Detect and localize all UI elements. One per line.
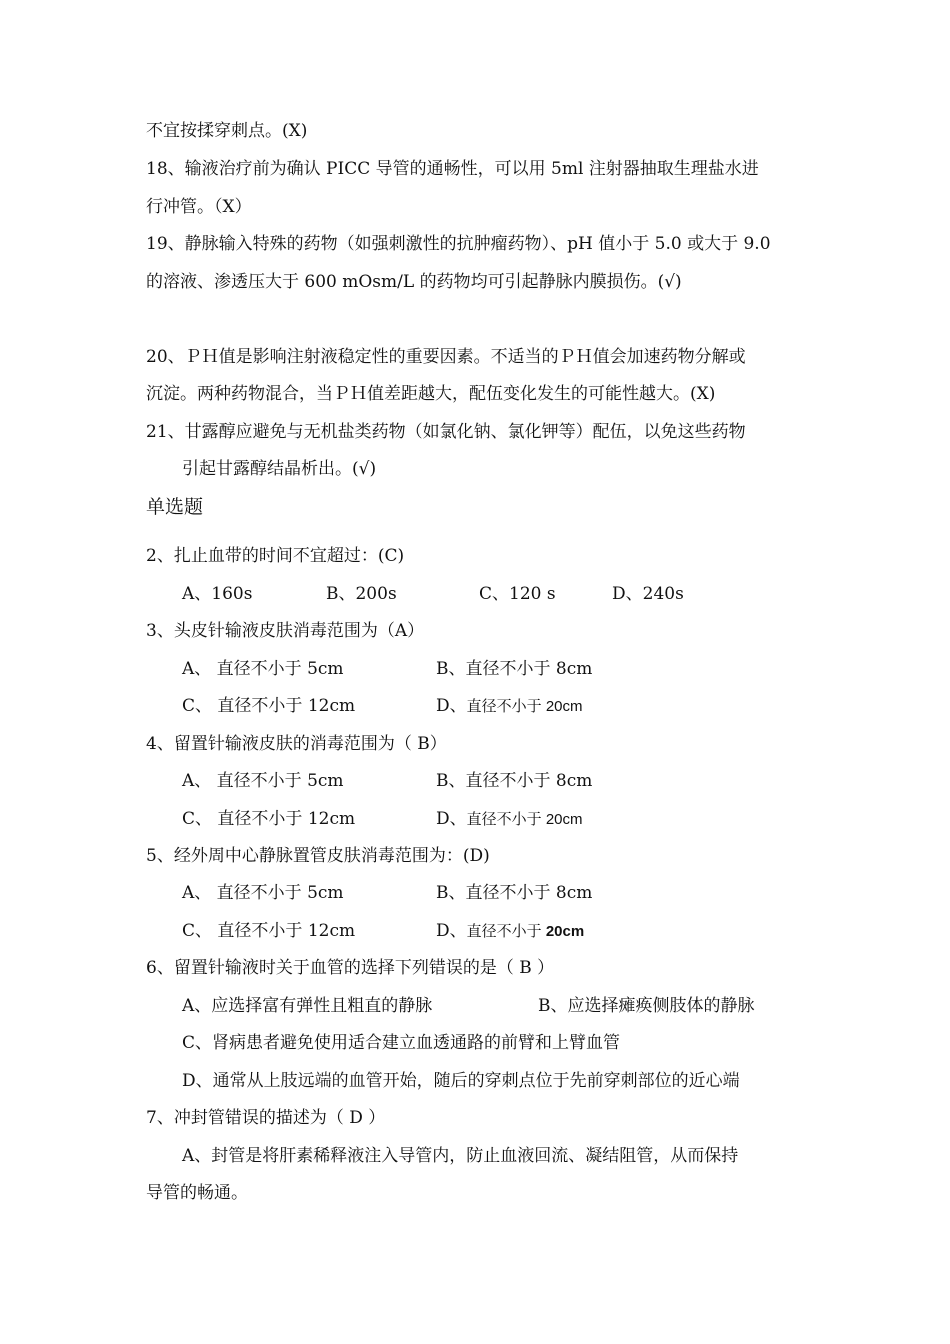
q3-stem: 3、头皮针输液皮肤消毒范围为（A） xyxy=(146,621,425,641)
q4-option-a: A、 直径不小于 5cm xyxy=(182,771,344,791)
q5-option-a: A、 直径不小于 5cm xyxy=(182,883,344,903)
q4-option-c: C、 直径不小于 12cm xyxy=(182,809,356,829)
q3-option-b: B、直径不小于 8cm xyxy=(436,659,593,679)
q21-line1: 21、甘露醇应避免与无机盐类药物（如氯化钠、氯化钾等）配伍，以免这些药物 xyxy=(146,422,746,442)
q5-option-b: B、直径不小于 8cm xyxy=(436,883,593,903)
q6-option-a: A、应选择富有弹性且粗直的静脉 xyxy=(182,996,433,1016)
q7-option-a-line2: 导管的畅通。 xyxy=(146,1183,248,1203)
q7-stem: 7、冲封管错误的描述为（ D ） xyxy=(146,1108,386,1128)
q3-option-a: A、 直径不小于 5cm xyxy=(182,659,344,679)
q2-stem: 2、扎止血带的时间不宜超过：(C) xyxy=(146,546,405,566)
q5-option-c: C、 直径不小于 12cm xyxy=(182,921,356,941)
q20-line2: 沉淀。两种药物混合，当ＰＨ值差距越大，配伍变化发生的可能性越大。(X) xyxy=(146,384,716,404)
q3-option-d xyxy=(436,695,583,718)
q4-option-b: B、直径不小于 8cm xyxy=(436,771,593,791)
q4-option-d-text: 直径不小于 xyxy=(466,811,546,828)
q4-option-d-label: D、 xyxy=(436,809,467,829)
q3-option-d-value: 20cm xyxy=(545,698,583,715)
q4-option-d-value: 20cm xyxy=(545,811,583,828)
q19-line1: 19、静脉输入特殊的药物（如强刺激性的抗肿瘤药物）、pH 值小于 5.0 或大于 9.0 xyxy=(146,234,771,254)
q2-option-a: A、160s xyxy=(182,584,253,604)
q6-option-d: D、通常从上肢远端的血管开始，随后的穿刺点位于先前穿刺部位的近心端 xyxy=(182,1071,740,1091)
q3-option-d-label: D、 xyxy=(436,696,467,716)
q6-stem: 6、留置针输液时关于血管的选择下列错误的是（ B ） xyxy=(146,958,555,978)
q5-option-d-text: 直径不小于 xyxy=(466,923,546,940)
q2-option-d: D、240s xyxy=(612,584,684,604)
q4-option-d xyxy=(436,808,583,831)
q5-option-d-label: D、 xyxy=(436,921,467,941)
q6-option-c: C、肾病患者避免使用适合建立血透通路的前臂和上臂血管 xyxy=(182,1033,621,1053)
q5-option-d-value: 20cm xyxy=(545,923,585,940)
q6-option-b: B、应选择瘫痪侧肢体的静脉 xyxy=(538,996,755,1016)
q19-line2: 的溶液、渗透压大于 600 mOsm/L 的药物均可引起静脉内膜损伤。(√) xyxy=(146,272,682,292)
q3-option-c: C、 直径不小于 12cm xyxy=(182,696,356,716)
q7-option-a-line1: A、封管是将肝素稀释液注入导管内，防止血液回流、凝结阻管，从而保持 xyxy=(182,1146,739,1166)
q20-line1: 20、ＰＨ值是影响注射液稳定性的重要因素。不适当的ＰＨ值会加速药物分解或 xyxy=(146,347,746,367)
q18-line2: 行冲管。（X） xyxy=(146,197,252,217)
q4-stem: 4、留置针输液皮肤的消毒范围为（ B） xyxy=(146,734,447,754)
q21-line2: 引起甘露醇结晶析出。(√) xyxy=(182,459,377,479)
q2-option-b: B、200s xyxy=(326,584,397,604)
q2-option-c: C、120 s xyxy=(479,584,556,604)
q3-option-d-text: 直径不小于 xyxy=(466,698,546,715)
q5-option-d xyxy=(436,920,584,943)
q17-continuation: 不宜按揉穿刺点。(X) xyxy=(146,121,308,141)
q18-line1: 18、输液治疗前为确认 PICC 导管的通畅性，可以用 5ml 注射器抽取生理盐水进 xyxy=(146,159,759,179)
q5-stem: 5、经外周中心静脉置管皮肤消毒范围为：(D) xyxy=(146,846,490,866)
section-heading-single-choice: 单选题 xyxy=(146,496,204,518)
